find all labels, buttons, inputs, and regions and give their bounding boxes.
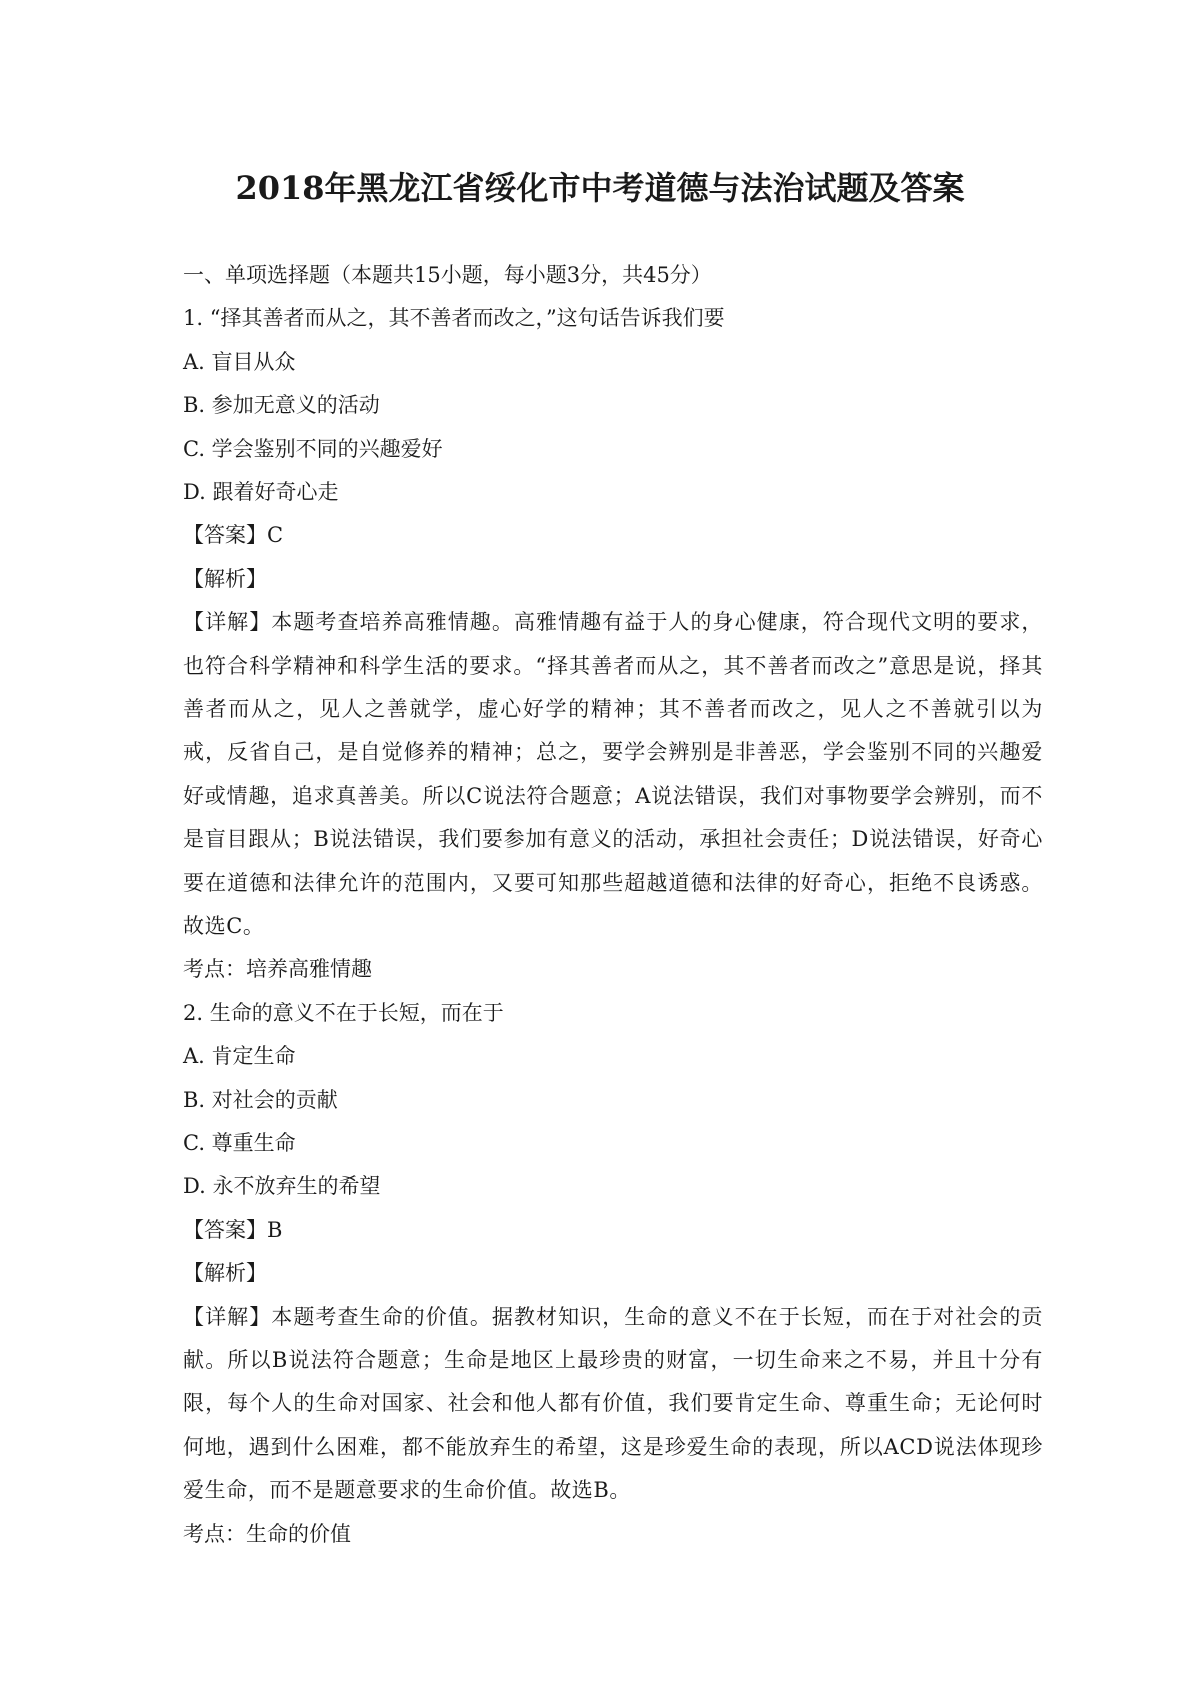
option-c: C. 学会鉴别不同的兴趣爱好 <box>183 436 443 461</box>
detail-paragraph: 【详解】本题考查生命的价值。据教材知识，生命的意义不在于长短，而在于对社会的贡献。所以B说法符合题意；生命是地区上最珍贵的财富，一切生命来之不易，并且十分有限，每个人的生命对国家、社会和他人都有价值，我们要肯定生命、尊重生命；无论何时何地，遇到什么困难，都不能放弃生的希望，这是珍爱生命的表现，所以ACD说法体现珍爱生命，而不是题意要求的生命价值。故选B。 <box>183 1304 1043 1503</box>
section-heading: 一、单项选择题（本题共15小题，每小题3分，共45分） <box>183 263 712 287</box>
option-b: B. 对社会的贡献 <box>183 1087 338 1112</box>
detail-paragraph: 【详解】本题考查培养高雅情趣。高雅情趣有益于人的身心健康，符合现代文明的要求，也符合科学精神和科学生活的要求。“择其善者而从之，其不善者而改之”意思是说，择其善者而从之，见人之善就学，虚心好学的精神；其不善者而改之，见人之不善就引以为戒，反省自己，是自觉修养的精神；总之，要学会辨别是非善恶，学会鉴别不同的兴趣爱好或情趣，追求真善美。所以C说法符合题意；A说法错误，我们对事物要学会辨别，而不是盲目跟从；B说法错误，我们要参加有意义的活动，承担社会责任；D说法错误，好奇心要在道德和法律允许的范围内，又要可知那些超越道德和法律的好奇心，拒绝不良诱惑。故选C。 <box>183 610 1043 938</box>
option-a: A. 肯定生命 <box>183 1044 296 1069</box>
question-2 <box>183 992 1043 1556</box>
option-d: D. 永不放弃生的希望 <box>183 1174 381 1199</box>
option-a: A. 盲目从众 <box>183 349 296 374</box>
document-body <box>183 254 1043 1556</box>
document-title: 2018年黑龙江省绥化市中考道德与法治试题及答案 <box>235 169 965 207</box>
analysis-label: 【解析】 <box>183 566 267 591</box>
option-c: C. 尊重生命 <box>183 1130 296 1155</box>
question-stem: 2. 生命的意义不在于长短，而在于 <box>183 1000 504 1025</box>
analysis-label: 【解析】 <box>183 1261 267 1286</box>
answer: 【答案】C <box>183 523 284 548</box>
kaodian: 考点：培养高雅情趣 <box>183 957 372 982</box>
answer: 【答案】B <box>183 1217 283 1242</box>
kaodian: 考点：生命的价值 <box>183 1521 351 1546</box>
question-1 <box>183 297 1043 991</box>
question-stem: 1. “择其善者而从之，其不善者而改之，”这句话告诉我们要 <box>183 306 725 331</box>
option-d: D. 跟着好奇心走 <box>183 479 339 504</box>
option-b: B. 参加无意义的活动 <box>183 393 380 418</box>
